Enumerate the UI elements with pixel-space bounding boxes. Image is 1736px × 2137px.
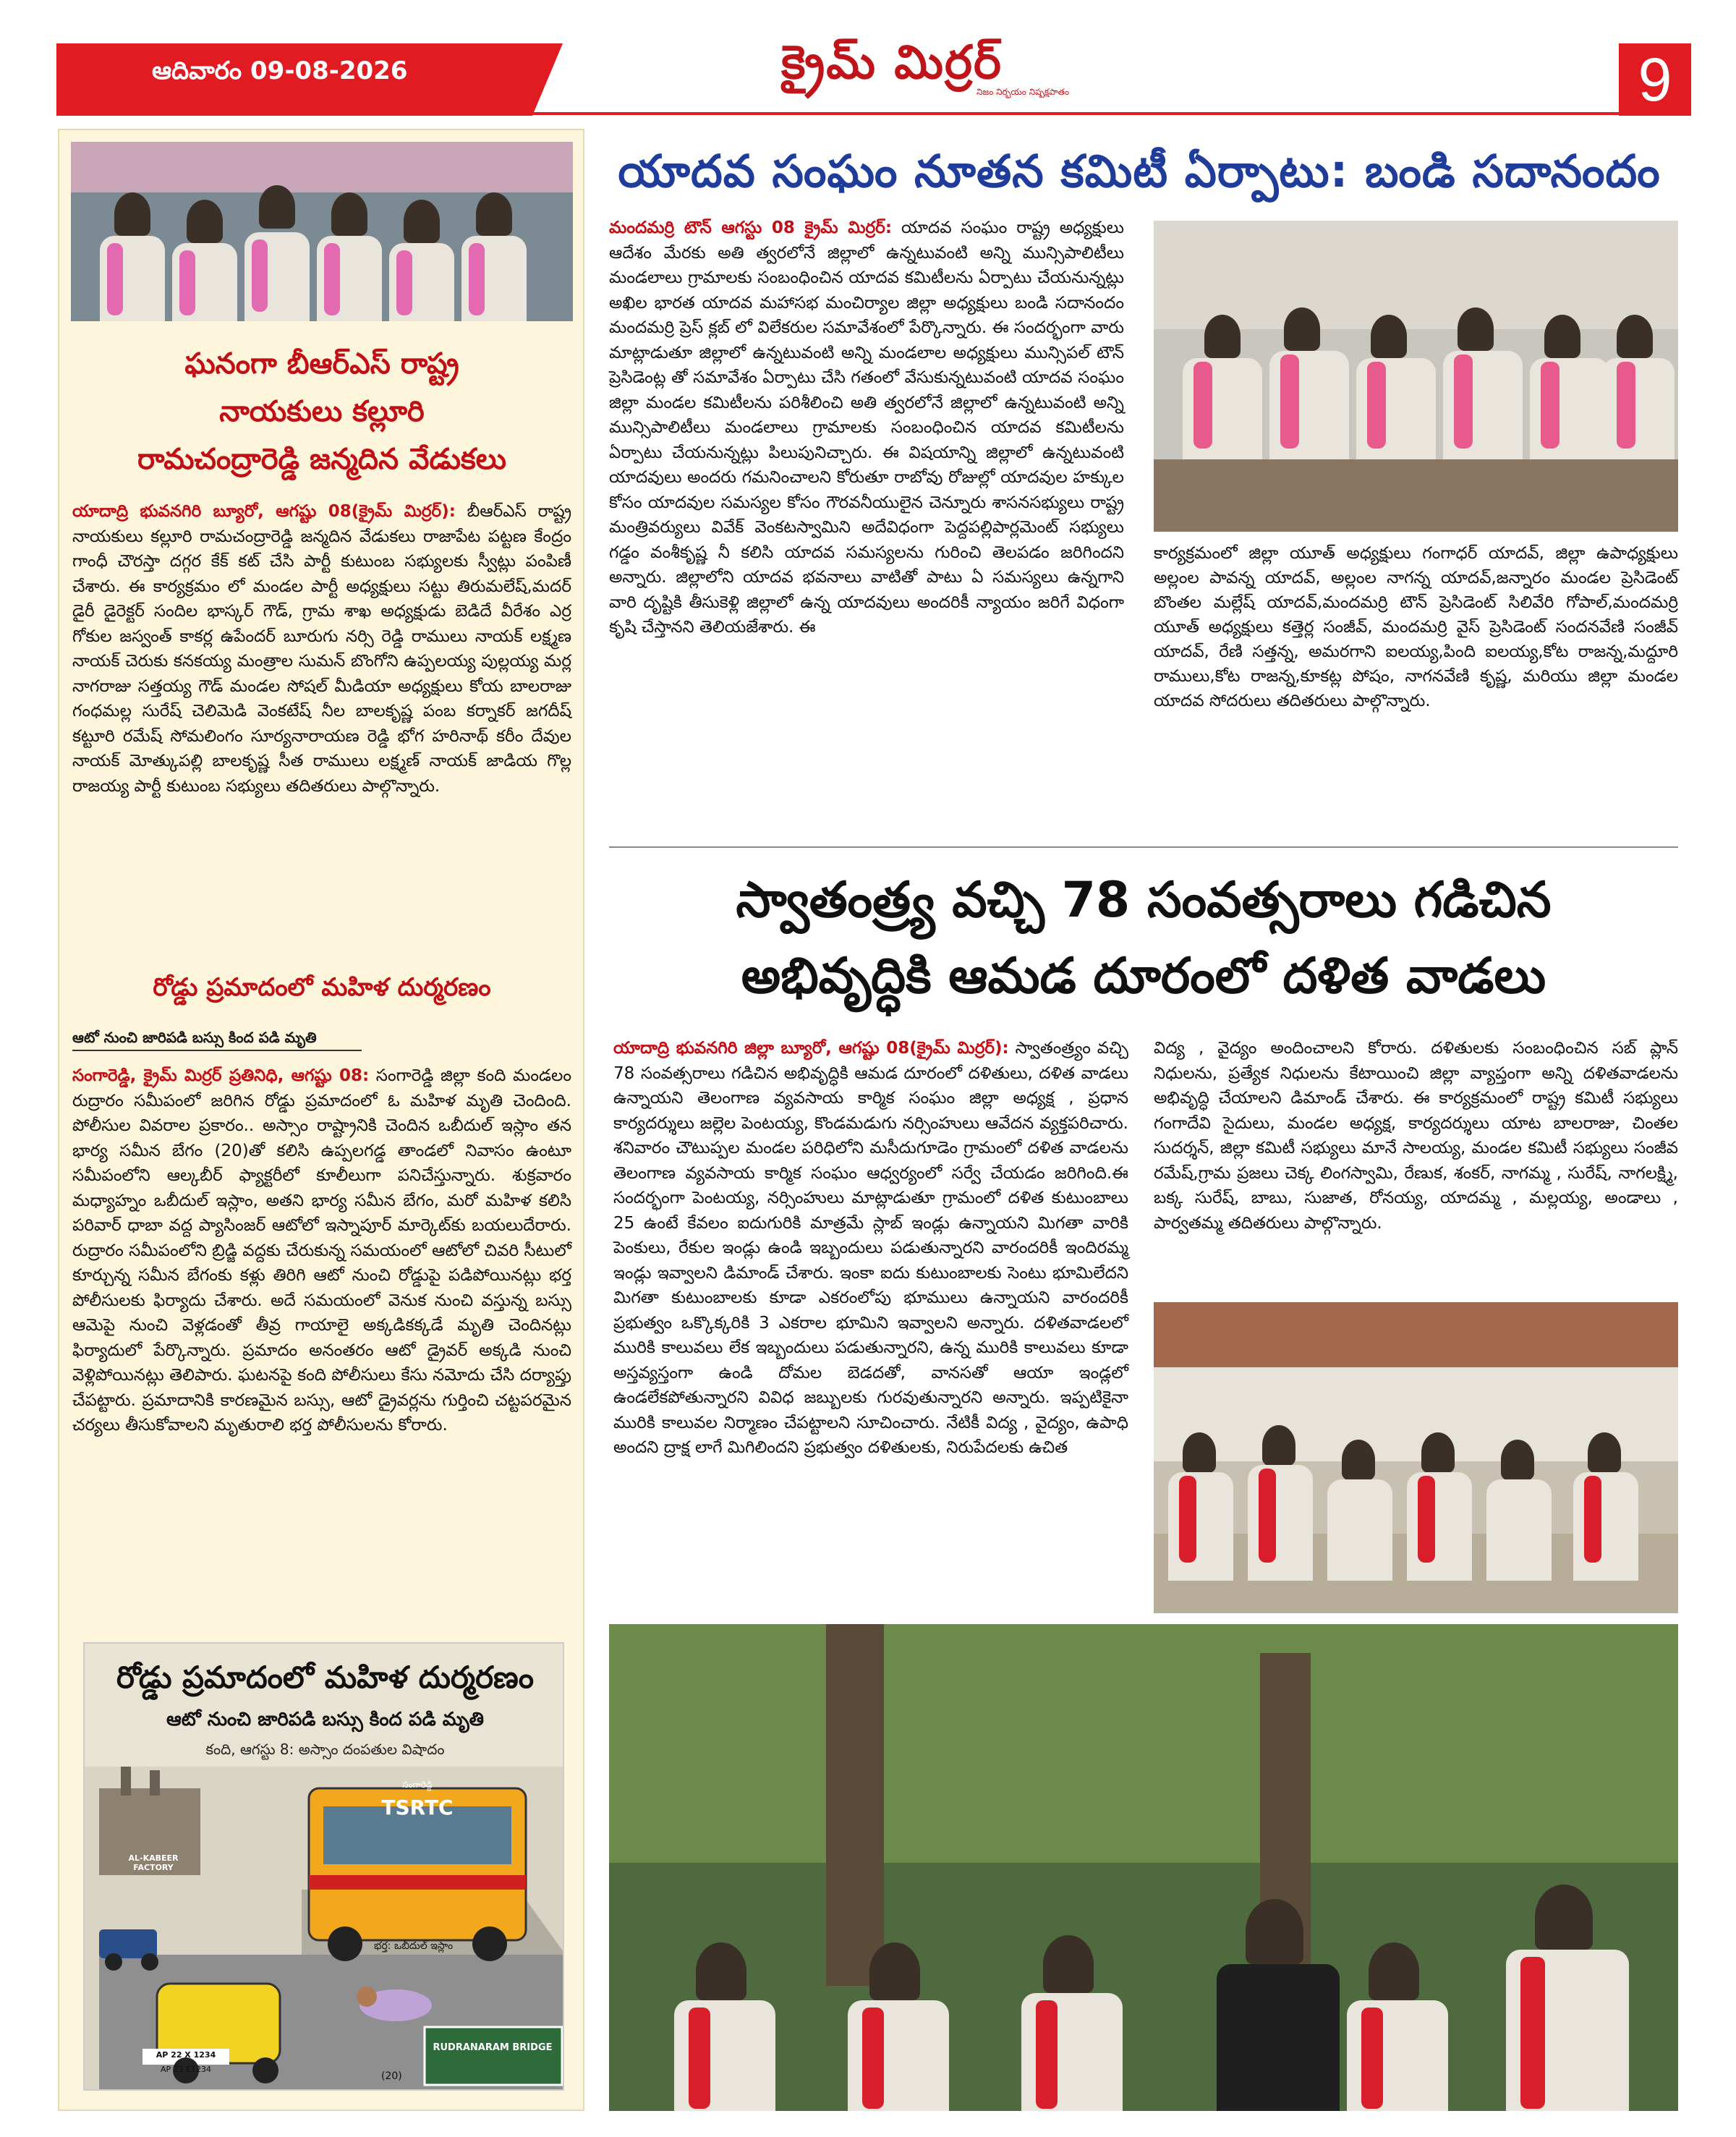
auto-plate: AP 22 X 1234 — [156, 2050, 216, 2060]
bus-route: సంగారెడ్డి — [402, 1780, 433, 1790]
yadava-meeting-photo — [1154, 221, 1678, 532]
illustration-age-note: (20) — [381, 2070, 402, 2082]
brs-body-text: బీఆర్ఎస్ రాష్ట్ర నాయకులు కల్లూరి రామచంద్రారెడ్డి జన్మదిన వేడుకలు రాజాపేట పట్టణ కేంద్రం గాంధీ చౌరస్తా దగ్గర కేక్ కట్ చేసి పార్టీ కుటుంబ సభ్యులకు స్వీట్లు పంపిణీ చేశారు. ఈ కార్యక్రమం లో మండల పార్టీ అధ్యక్షులు సట్టు తిరుమలేష్,మదర్ డైరీ డైరెక్టర్ సందిల భాస్కర్ గౌడ్, గ్రామ శాఖ అధ్యక్షుడు బెడిదే వీరేశం ఎర్ర గోకుల జస్వంత్ కాకర్ల ఉపేందర్ బూరుగు నర్సి రెడ్డి రాములు నాయక్ లక్ష్మణ నాయక్ చెరుకు కనకయ్య మంత్రాల సుమన్ బొంగోని ఉప్పలయ్య పుల్లయ్య మర్ల నాగరాజు సత్తయ్య గౌడ్ మండల సోషల్ మీడియా అధ్యక్షులు కోయ బాలరాజు గంధమల్ల సురేష్ చెలిమెడి వెంకటేష్ నీల బాలకృష్ణ పంబ కర్నాకర్ జగదీష్ కట్టూరి రమేష్ సోమలింగం సూర్యనారాయణ రెడ్డి భోగ హరినాథ్ కరీం దేవుల నాయక్ మోత్కుపల్లి బాలకృష్ణ సీత రాములు లక్ష్మణ్ నాయక్ జాడియ గొల్ల రాజయ్య పార్టీ కుటుంబ సభ్యులు తదితరులు పాల్గొన్నారు. — [72, 502, 572, 796]
auto-plate-2: AP 23 E1234 — [160, 2065, 212, 2074]
brs-celebration-photo — [71, 142, 573, 321]
dalit-headline-line-1: స్వాతంత్ర్య వచ్చి 78 సంవత్సరాలు గడిచిన — [736, 872, 1552, 929]
bus-label: TSRTC — [381, 1796, 454, 1819]
accident-headline: రోడ్డు ప్రమాదంలో మహిళ దుర్మరణం — [153, 973, 491, 1002]
yadava-article-body — [609, 216, 1124, 640]
illustration-subtitle: ఆటో నుంచి జారిపడి బస్సు కింద పడి మృతి — [166, 1709, 484, 1730]
brs-headline-line-2: నాయకులు కల్లూరి — [219, 395, 425, 428]
yadava-headline: యాదవ సంఘం నూతన కమిటీ ఏర్పాటు: బండి సదానందం — [618, 145, 1661, 197]
factory-sign: AL-KABEER FACTORY — [128, 1853, 179, 1872]
dalit-headline-line-2: అభివృద్ధికి ఆమడ దూరంలో దళిత వాడలు — [741, 948, 1546, 1005]
page-number: 9 — [1619, 43, 1691, 116]
brs-headline — [71, 340, 573, 483]
dalit-body-col1: స్వాతంత్ర్యం వచ్చి 78 సంవత్సరాలు గడిచిన అభివృద్ధికి ఆమడ దూరంలో దళితులు, దళిత వాడలు ఉన్నాయని తెలంగాణ వ్యవసాయ కార్మిక సంఘం జిల్లా అధ్యక్ష , ప్రధాన కార్యదర్శులు జల్లెల పెంటయ్య, కొండమడుగు నర్సింహులు ఆవేదన వ్యక్తపరిచారు. శనివారం చౌటుప్పల మండల పరిధిలోని మసీదుగూడెం గ్రామంలో దళిత వాడలను తెలంగాణ వ్యవసాయ కార్మిక సంఘం ఆధ్వర్యంలో సర్వే చేయడం జరిగింది.ఈ సందర్భంగా పెంటయ్య, నర్సింహులు మాట్లాడుతూ గ్రామంలో దళిత కుటుంబాలు 25 ఉంటే కేవలం ఐదుగురికి మాత్రమే స్లాబ్ ఇండ్లు ఉన్నాయని మిగతా వారికి పెంకులు, రేకుల ఇండ్లు ఉండి ఇబ్బందులు పడుతున్నారని వారందరికీ ఇందిరమ్మ ఇండ్లు ఇవ్వాలని డిమాండ్ చేశారు. ఇంకా ఐదు కుటుంబాలకు సెంటు భూమిలేదని మిగతా కుటుంబాలకు కూడా ఎకరంలోపు భూములు ఉన్నాయని వారందరికీ ప్రభుత్వం ఒక్కొక్కరికి 3 ఎకరాల భూమిని ఇవ్వాలని అన్నారు. దళితవాడలలో మురికి కాలువలు లేక ఇబ్బందులు పడుతున్నారని, ఉన్న మురికి కాలువలు కూడా అస్తవ్యస్తంగా ఉండి దోమల బెడదతో, వానసతో ఆయా ఇండ్లలో ఉండలేకపోతున్నారని వివిధ జబ్బులకు గురవుతున్నారని అన్నారు. ఇప్పటికైనా మురికి కాలువల నిర్మాణం చేపట్టాలని సూచించారు. నేటికీ విద్య , వైద్యం, ఉపాధి అందని ద్రాక్ష లాగే మిగిలిందని ప్రభుత్వం దళితులకు, నిరుపేదలకు ఉచిత — [613, 1039, 1128, 1457]
accident-subhead: ఆటో నుంచి జారిపడి బస్సు కింద పడి మృతి — [72, 1029, 362, 1051]
header-rule — [56, 112, 1691, 115]
dalit-village-photo — [609, 1624, 1678, 2111]
dalit-survey-photo — [1154, 1302, 1678, 1613]
illustration-title: రోడ్డు ప్రమాదంలో మహిళ దుర్మరణం — [116, 1660, 535, 1695]
section-divider — [609, 846, 1678, 848]
dalit-dateline: యాదాద్రి భువనగిరి జిల్లా బ్యూరో, ఆగష్టు 08(క్రైమ్ మిర్రర్): — [613, 1039, 1009, 1058]
brs-headline-line-3: రామచంద్రారెడ్డి జన్మదిన వేడుకలు — [137, 443, 506, 476]
bridge-sign: RUDRANARAM BRIDGE — [433, 2042, 553, 2053]
yadava-photo-caption: కార్యక్రమంలో జిల్లా యూత్ అధ్యక్షులు గంగాధర్ యాదవ్, జిల్లా ఉపాధ్యక్షులు అల్లంల పావన్న యాదవ్, అల్లంల నాగన్న యాదవ్,జన్నారం మండల ప్రెసిడెంట్ బొంతల మల్లేష్ యాదవ్,మందమర్రి టౌన్ ప్రెసిడెంట్ సిలివేరి గోపాల్,మందమర్రి యూత్ అధ్యక్షులు కత్తెర్ల సంజీవ్, మందమర్రి వైస్ ప్రెసిడెంట్ సందనవేణి సంజీవ్ యాదవ్, రేణి సత్తన్న, అమరగాని ఐలయ్య,పింది ఐలయ్య,కోట రాజన్న,మద్దూరి రాములు,కోట రాజన్న,కూకట్ల పోషం, నాగనవేణి కృష్ణ, మరియు జిల్లా మండల యాదవ సోదరులు తదితరులు పాల్గొన్నారు. — [1154, 544, 1678, 710]
masthead-logo — [781, 36, 1003, 101]
brs-dateline: యాదాద్రి భువనగిరి బ్యూరో, ఆగష్టు 08(క్రైమ్ మిర్రర్): — [72, 502, 456, 521]
issue-date: ఆదివారం 09-08-2026 — [152, 56, 408, 85]
accident-illustration — [83, 1642, 564, 2091]
brs-headline-line-1: ఘనంగా బీఆర్ఎస్ రాష్ట్ర — [184, 347, 459, 381]
yadava-body-text: యాదవ సంఘం రాష్ట్ర అధ్యక్షులు ఆదేశం మేరకు అతి త్వరలోనే జిల్లాలో ఉన్నటువంటి అన్ని మున్సిపాలిటీలు మండలాలు గ్రామాలకు సంబంధించిన యాదవ కమిటీలను ఏర్పాటు చేయనున్నట్లు అఖిల భారత యాదవ మహాసభ మంచిర్యాల జిల్లా అధ్యక్షులు బండి సదానందం మందమర్రి ప్రెస్ క్లబ్ లో విలేకరుల సమావేశంలో పేర్కొన్నారు. ఈ సందర్భంగా వారు మాట్లాడుతూ జిల్లాలో ఉన్నటువంటి అన్ని మండలాల అధ్యక్షులు మున్సిపల్ టౌన్ ప్రెసిడెంట్ల తో సమావేశం ఏర్పాటు చేసి గతంలో వేసుకున్నటువంటి యాదవ సంఘం జిల్లా మండల కమిటీలను పరిశీలించి అతి త్వరలోనే జిల్లాలో ఉన్నటువంటి అన్ని మున్సిపాలిటీలు మండలాలు గ్రామాలకు సంబంధించిన యాదవ కమిటీలను ఏర్పాటు చేయనున్నట్లు పిలుపునిచ్చారు. ఈ విషయాన్ని జిల్లాలో ఉన్నటువంటి యాదవులు అందరు గమనించాలని కోరుతూ రాబోవు రోజుల్లో యాదవుల హక్కుల కోసం యాదవుల సమస్యల కోసం గౌరవనీయులైన చెన్నూరు శాసనసభ్యులు రాష్ట్ర మంత్రివర్యులు వివేక్ వెంకటస్వామిని అదేవిధంగా పెద్దపల్లిపార్లమెంట్ సభ్యులు గడ్డం వంశీకృష్ణ నీ కలిసి యాదవ సమస్యలను గురించి తెలపడం జరిగిందని అన్నారు. జిల్లాలోని యాదవ భవనాలు వాటితో పాటు ఏ సమస్యలు ఉన్నగాని వారి దృష్టికి తీసుకెళ్లి జిల్లాలో ఉన్న యాదవులు అందరికీ న్యాయం జరిగే విధంగా కృషి చేస్తానని తెలియజేశారు. ఈ — [609, 218, 1125, 637]
dalit-article-col1 — [613, 1036, 1128, 1461]
brs-article-body — [72, 499, 571, 799]
yadava-dateline: మందమర్రి టౌన్ ఆగస్టు 08 క్రైమ్ మిర్రర్: — [609, 218, 893, 237]
accident-dateline: సంగారెడ్డి, క్రైమ్ మిర్రర్ ప్రతినిధి, ఆగష్టు 08: — [72, 1066, 370, 1085]
masthead-tagline: నిజం నిర్భయం నిష్పక్షపాతం — [977, 87, 1070, 97]
accident-body-text: సంగారెడ్డి జిల్లా కంది మండలం రుద్రారం సమీపంలో జరిగిన రోడ్డు ప్రమాదంలో ఓ మహిళ మృతి చెందింది. పోలీసుల వివరాల ప్రకారం.. అస్సాం రాష్ట్రానికి చెందిన ఒబీదుల్ ఇస్లాం తన భార్య సమీన బేగం (20)తో కలిసి ఉప్పలగడ్డ తాండలో నివాసం ఉంటూ సమీపంలోని ఆల్కబీర్ ఫ్యాక్టరీలో కూలీలుగా పనిచేస్తున్నారు. శుక్రవారం మధ్యాహ్నం ఒబీదుల్ ఇస్లాం, అతని భార్య సమీన బేగం, మరో మహిళ కలిసి పరివార్ ధాబా వద్ద ప్యాసింజర్ ఆటోలో ఇస్నాపూర్ మార్కెట్‌కు బయలుదేరారు. రుద్రారం సమీపంలోని బ్రిడ్జి వద్దకు చేరుకున్న సమయంలో ఆటోలో చివరి సీటులో కూర్చున్న సమీన బేగంకు కళ్లు తిరిగి ఆటో నుంచి రోడ్డుపై పడిపోయినట్లు భర్త పోలీసులకు ఫిర్యాదు చేశారు. అదే సమయంలో వెనుక నుంచి వస్తున్న బస్సు ఆమెపై నుంచి వెళ్లడంతో తీవ్ర గాయాలై అక్కడికక్కడే మృతి చెందినట్లు ఫిర్యాదులో పేర్కొన్నారు. ప్రమాదం అనంతరం ఆటో డ్రైవర్ అక్కడి నుంచి వెళ్లిపోయినట్లు తెలిపారు. ఘటనపై కంది పోలీసులు కేసు నమోదు చేసి దర్యాప్తు చేపట్టారు. ప్రమాదానికి కారణమైన బస్సు, ఆటో డ్రైవర్లను గుర్తించి చట్టపరమైన చర్యలు తీసుకోవాలని మృతురాలి భర్త పోలీసులను కోరారు. — [72, 1066, 571, 1435]
dalit-article-col2: విద్య , వైద్యం అందించాలని కోరారు. దళితులకు సంబంధించిన సబ్ ప్లాన్ నిధులను, ప్రత్యేక నిధులను కేటాయించి జిల్లా వ్యాప్తంగా అన్ని దళితవాడలను అభివృద్ధి చేయాలని డిమాండ్ చేశారు. ఈ కార్యక్రమంలో రాష్ట్ర కమిటీ సభ్యులు గంగాదేవి సైదులు, మండల అధ్యక్ష, కార్యదర్శులు యాట బాలరాజు, చింతల సుదర్శన్, జిల్లా కమిటీ సభ్యులు మానే సాలయ్య, మండల కమిటీ సభ్యులు సంజీవ రమేష్,గ్రామ ప్రజలు చెక్క లింగస్వామి, రేణుక, శంకర్, నాగమ్మ , సురేష్, నాగలక్ష్మి, బక్క సురేష్, బాబు, సుజాత, రోనయ్య, యాదమ్మ , మల్లయ్య, అండాలు , పార్వతమ్మ తదితరులు పాల్గొన్నారు. — [1154, 1039, 1678, 1233]
accident-article-body — [72, 1063, 571, 1438]
masthead-logo-text: క్రైమ్ మిర్రర్ — [781, 36, 1003, 90]
illustration-caption: భర్త: ఒబీదుల్ ఇస్లాం — [374, 1940, 454, 1952]
illustration-line3: కంది, ఆగస్టు 8: అస్సాం దంపతుల విషాదం — [205, 1741, 445, 1758]
